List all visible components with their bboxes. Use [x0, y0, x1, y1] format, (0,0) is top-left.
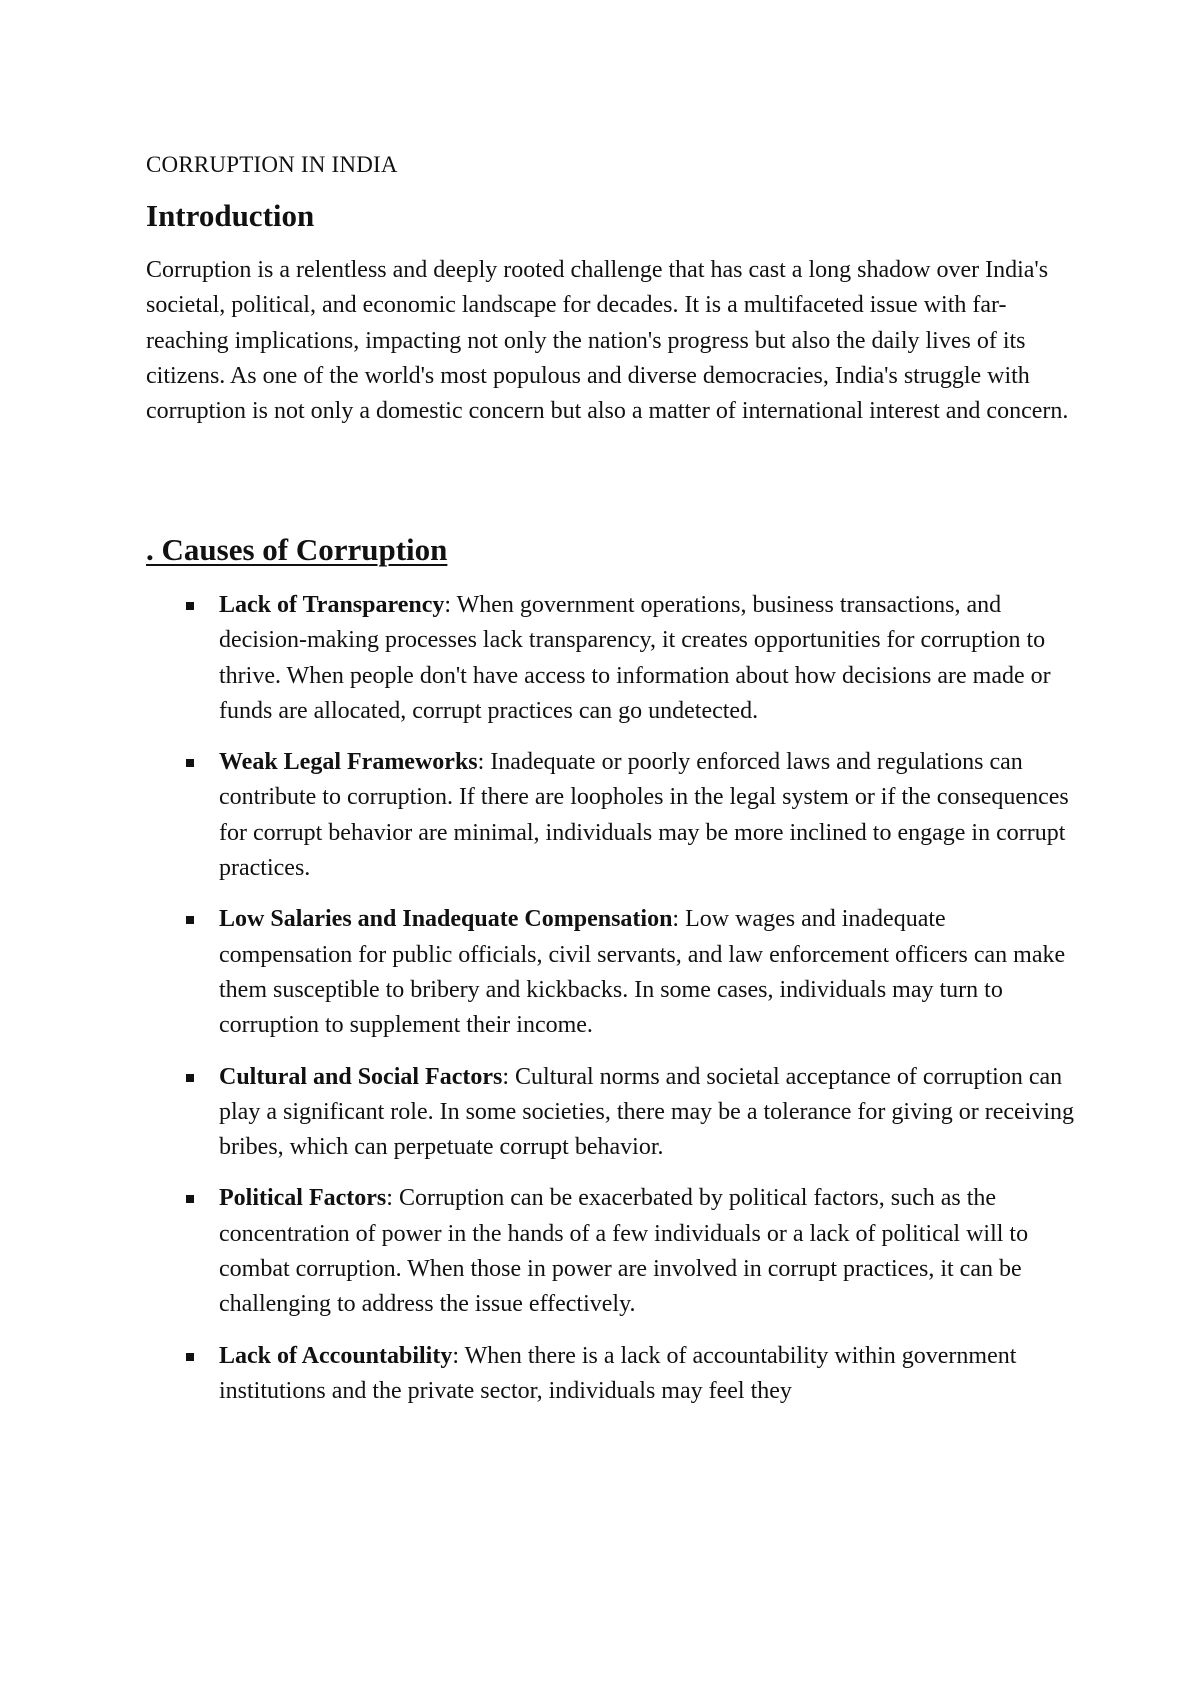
cause-text: When there is a lack of accountability within government institutions and the private sector, individuals may feel they — [219, 1342, 1017, 1404]
cause-text: Cultural norms and societal acceptance of corruption can play a significant role. In some societies, there may be a tolerance for giving or receiving bribes, which can perpetuate corrupt behavior. — [219, 1063, 1075, 1161]
cause-term: Lack of Transparency — [219, 592, 445, 618]
introduction-heading: Introduction — [146, 198, 315, 233]
square-bullet-icon — [186, 759, 194, 767]
cause-item-legal-frameworks — [146, 745, 1076, 886]
cause-item-political — [146, 1181, 1076, 1322]
cause-text: Corruption can be exacerbated by political factors, such as the concentration of power in the hands of a few individuals or a lack of political will to combat corruption. When those in power are involved in corrupt practices, it can be challenging to address the issue effectively. — [219, 1185, 1029, 1318]
cause-separator: : — [452, 1342, 460, 1369]
document-title: CORRUPTION IN INDIA — [146, 152, 398, 177]
causes-heading: . Causes of Corruption — [146, 532, 448, 567]
cause-separator: : — [502, 1063, 510, 1090]
cause-term: Political Factors — [219, 1185, 387, 1212]
cause-separator: : — [672, 906, 680, 933]
cause-item-cultural — [146, 1060, 1076, 1166]
cause-text: Inadequate or poorly enforced laws and regulations can contribute to corruption. If there are loopholes in the legal system or if the consequences for corrupt behavior are minimal, individuals may be more inclined to engage in corrupt practices. — [219, 749, 1069, 882]
square-bullet-icon — [186, 916, 194, 924]
cause-separator: : — [386, 1185, 393, 1212]
causes-list — [146, 588, 1076, 1425]
square-bullet-icon — [186, 1195, 194, 1203]
cause-separator: : — [444, 592, 452, 618]
square-bullet-icon — [186, 602, 194, 610]
cause-separator: : — [477, 749, 485, 776]
cause-text: When government operations, business transactions, and decision-making processes lack transparency, it creates opportunities for corruption to thrive. When people don't have access to information about how decisions are made or funds are allocated, corrupt practices can go undetected. — [219, 592, 1051, 724]
square-bullet-icon — [186, 1074, 194, 1082]
cause-term: Weak Legal Frameworks — [219, 749, 478, 776]
cause-term: Cultural and Social Factors — [219, 1063, 503, 1090]
cause-item-accountability — [146, 1339, 1076, 1410]
cause-text: Low wages and inadequate compensation for public officials, civil servants, and law enforcement officers can make them susceptible to bribery and kickbacks. In some cases, individuals may turn to corruption to supplement their income. — [219, 906, 1066, 1039]
cause-term: Lack of Accountability — [219, 1342, 453, 1369]
cause-term: Low Salaries and Inadequate Compensation — [219, 906, 673, 933]
cause-item-transparency — [146, 588, 1076, 729]
square-bullet-icon — [186, 1353, 194, 1361]
introduction-paragraph: Corruption is a relentless and deeply rooted challenge that has cast a long shadow over India's societal, political, and economic landscape for decades. It is a multifaceted issue with far-reaching implications, impacting not only the nation's progress but also the daily lives of its citizens. As one of the world's most populous and diverse democracies, India's struggle with corruption is not only a domestic concern but also a matter of international interest and concern. — [146, 257, 1069, 425]
cause-item-salaries — [146, 902, 1076, 1043]
